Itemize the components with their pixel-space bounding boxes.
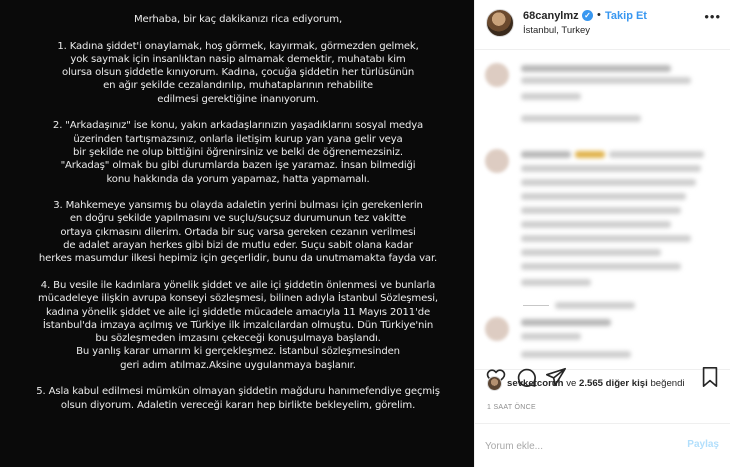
blurred-comment: [521, 221, 671, 228]
likes-count-link[interactable]: 2.565 diğer kişi: [579, 378, 648, 389]
post-text-line: olursa olsun şiddetle kınıyorum. Kadına, çocuğa şiddetin her türlüsünün: [61, 67, 415, 79]
verified-badge-icon: ✓: [582, 10, 593, 21]
comments-list[interactable]: [475, 51, 730, 369]
liker-avatar[interactable]: [487, 376, 502, 391]
likes-suffix: beğendi: [647, 378, 685, 389]
post-paragraph: [18, 119, 458, 185]
post-text-line: de adalet arayan herkes gibi bizi de mutlu eder. Suçu sabit olana kadar: [63, 240, 413, 252]
post-text-line: ortaya çıkmasını dilerim. Ortada bir suç varsa gereken cezanın verilmesi: [60, 226, 416, 238]
avatar[interactable]: [486, 9, 514, 37]
post-text-line: bu sözleşmeden imzasını çekeceği konuşulmaya başlandı.: [95, 333, 381, 345]
blurred-comment: [521, 249, 661, 256]
blurred-comment: [521, 235, 691, 242]
post-text-line: Bu yanlış karar umarım ki gerçekleşmez. İstanbul sözleşmesinden: [76, 346, 400, 358]
blurred-comment: [521, 319, 611, 326]
post-text-line: konu hakkında da yorum yapamaz, hatta yapmamalı.: [106, 173, 370, 185]
post-timestamp[interactable]: 1 SAAT ÖNCE: [487, 404, 536, 411]
post-text-line: bir şekilde ne olup bittiğini öğrenirsiniz ve belki de öğrenemezsiniz.: [73, 146, 403, 158]
post-text-line: 5. Asla kabul edilmesi mümkün olmayan şiddetin mağduru hanımefendiye geçmiş: [36, 386, 440, 398]
likes-summary: [475, 374, 730, 398]
blurred-comment: [521, 351, 631, 358]
comment-avatar: [485, 149, 509, 173]
blurred-comment: [521, 193, 686, 200]
post-text: [18, 13, 458, 425]
post-text-line: mücadeleye ilişkin avrupa konseyi sözleşmesi, bilinen adıyla İstanbul Sözleşmesi,: [38, 293, 438, 305]
post-text-line: üzerinden tartışmazsınız, onlarla iletişim kurup yan yana gelir veya: [73, 133, 403, 145]
blurred-comment: [521, 179, 696, 186]
post-text-line: Merhaba, bir kaç dakikanızı rica ediyorum,: [133, 14, 343, 25]
separator-dot: •: [597, 9, 601, 21]
post-paragraph: [18, 385, 458, 412]
post-header: [475, 0, 730, 50]
post-text-line: İstanbul'da imzaya açılmış ve Türkiye ilk imzalcılardan olmuştu. Dün Türkiye'nin: [42, 319, 434, 331]
post-text-line: 2. "Arkadaşınız" ise konu, yakın arkadaşlarınızın yaşadıklarını sosyal medya: [52, 120, 424, 132]
post-text-line: 1. Kadına şiddet'i onaylamak, hoş görmek, kayırmak, görmezden gelmek,: [57, 40, 419, 52]
post-text-line: "Arkadaş" olmak bu gibi durumlarda bazen işe yaramaz. İnsan bilmediği: [60, 160, 416, 172]
post-text-line: edilmesi gerektiğine inanıyorum.: [157, 93, 319, 105]
post-paragraph: [18, 199, 458, 265]
post-side-panel: [474, 0, 730, 467]
likes-connector: ve: [563, 378, 579, 389]
post-text-line: en ağır şekilde cezalandırılıp, muhataplarının rehabilite: [103, 80, 373, 92]
blurred-comment: [521, 165, 701, 172]
comment-bar: [475, 423, 730, 467]
blurred-comment: [521, 115, 641, 122]
blurred-comment: [521, 65, 671, 72]
post-text-line: kadına yönelik şiddet ve aile içi şiddetle mücadele amacıyla 11 Mayıs 2011'de: [45, 306, 431, 318]
post-text-line: yok saymak için insanlıktan nasip almamak demektir, muhatabı kim: [70, 53, 406, 65]
blurred-comment: [521, 77, 691, 84]
post-paragraph: [18, 13, 458, 26]
post-text-line: 4. Bu vesile ile kadınlara yönelik şiddet ve aile içi şiddetin önlenmesi ve bunlarla: [40, 279, 436, 291]
post-text-line: 3. Mahkemeye yansımış bu olayda adaletin yerini bulması için gerekenlerin: [53, 200, 423, 212]
blurred-comment: [609, 151, 704, 158]
blurred-comment: [521, 151, 571, 158]
blurred-comment: [555, 302, 635, 309]
post-text-line: en doğru şekilde yapılmasını ve suçlu/suçsuz durumunun tez vakitte: [69, 213, 407, 225]
blurred-comment: [521, 333, 581, 340]
comment-avatar: [485, 317, 509, 341]
reply-divider: [523, 305, 549, 306]
more-options-icon[interactable]: •••: [704, 9, 721, 24]
likes-text: [507, 378, 685, 389]
blurred-comment: [521, 279, 591, 286]
liker-username[interactable]: sevketcoruh: [507, 378, 564, 389]
blurred-comment: [521, 93, 581, 100]
post-text-line: herkes masumdur ilkesi hepimiz için geçerlidir, bunu da unutmamakta fayda var.: [38, 253, 438, 265]
blurred-comment: [521, 263, 681, 270]
post-text-line: geri adım atılmaz.Aksine uygulanmaya başlanır.: [120, 359, 356, 371]
post-text-line: olsun diyorum. Adaletin vereceği kararı hep birlikte bekleyelim, görelim.: [60, 399, 416, 411]
comment-input[interactable]: [485, 437, 665, 455]
follow-button[interactable]: Takip Et: [605, 10, 647, 22]
blurred-comment: [575, 151, 605, 158]
location-link[interactable]: İstanbul, Turkey: [523, 25, 591, 36]
post-comment-button[interactable]: Paylaş: [687, 439, 719, 450]
username-link[interactable]: 68canylmz: [523, 10, 579, 22]
post-paragraph: [18, 40, 458, 106]
comment-avatar: [485, 63, 509, 87]
post-paragraph: [18, 279, 458, 372]
blurred-comment: [521, 207, 681, 214]
